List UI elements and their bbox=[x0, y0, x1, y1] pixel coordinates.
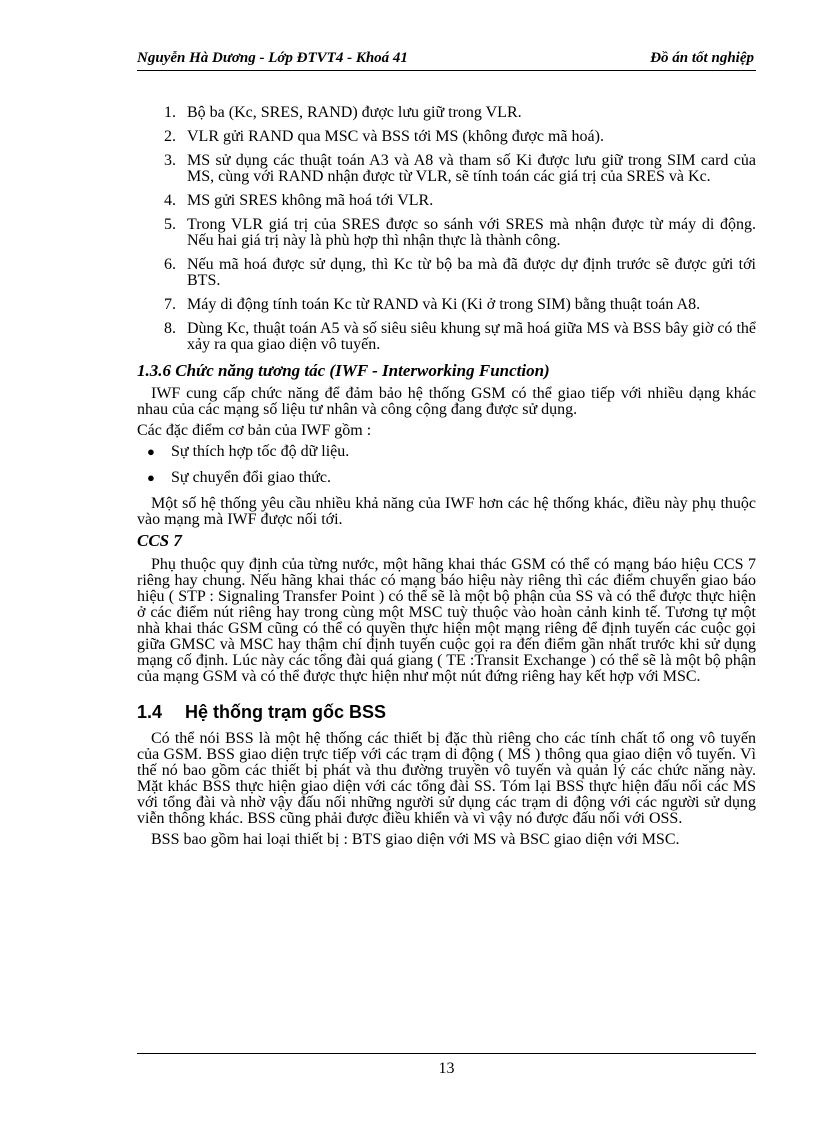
header-title: Đồ án tốt nghiệp bbox=[650, 50, 754, 66]
list-item: 7. Máy di động tính toán Kc từ RAND và Ki (Ki ở trong SIM) bằng thuật toán A8. bbox=[164, 296, 701, 313]
list-item: 4. MS gửi SRES không mã hoá tới VLR. bbox=[164, 192, 434, 209]
authentication-steps bbox=[137, 105, 756, 353]
bullet-icon: ● bbox=[147, 470, 155, 485]
section-title: Hệ thống trạm gốc BSS bbox=[185, 702, 387, 722]
list-item: 3. MS sử dụng các thuật toán A3 và A8 và tham số Ki được lưu giữ trong SIM card của MS, cùng với RAND nhận được từ VLR, sẽ tính toán các giá trị của SRES và Kc. bbox=[164, 152, 756, 185]
iwf-heading: 1.3.6 Chức năng tương tác (IWF - Interworking Function) bbox=[137, 361, 550, 380]
iwf-paragraph: IWF cung cấp chức năng để đảm bảo hệ thống GSM có thể giao tiếp với nhiều dạng khác nhau của các mạng số liệu tư nhân và công cộng đang được sử dụng. bbox=[137, 385, 756, 418]
bullet-icon: ● bbox=[147, 444, 155, 459]
ccs7-paragraph: Phụ thuộc quy định của từng nước, một hãng khai thác GSM có thể có mạng báo hiệu CCS 7 riêng hay chung. Nếu hãng khai thác có mạng báo hiệu này riêng thì các điểm chuyển giao báo hiệu ( STP : Signaling Transfer Point ) có thể sẽ là một bộ phận của SS và có thể được thực hiện ở các điểm nút riêng hay trong cùng một MSC tuỳ thuộc vào hoàn cảnh kinh tế. Tương tự một nhà khai thác GSM cũng có thể có quyền thực hiện một mạng riêng để định tuyến các cuộc gọi giữa GMSC và MSC hay thậm chí định tuyến cuộc gọi ra đến điểm gần nhất trước khi sử dụng mạng cố định. Lúc này các tổng đài quá giang ( TE :Transit Exchange ) có thể sẽ là một bộ phận của mạng GSM và có thể được thực hiện như một nút đứng riêng hay kết hợp với MSC. bbox=[137, 556, 756, 685]
list-item: 1. Bộ ba (Kc, SRES, RAND) được lưu giữ trong VLR. bbox=[164, 104, 522, 121]
header-author: Nguyễn Hà Dương - Lớp ĐTVT4 - Khoá 41 bbox=[137, 50, 408, 66]
iwf-features-intro: Các đặc điểm cơ bản của IWF gồm : bbox=[137, 422, 372, 439]
page-header bbox=[137, 48, 756, 71]
iwf-paragraph-2: Một số hệ thống yêu cầu nhiều khả năng của IWF hơn các hệ thống khác, điều này phụ thuộc vào mạng mà IWF được nối tới. bbox=[137, 495, 756, 528]
bss-paragraph-2: BSS bao gồm hai loại thiết bị : BTS giao diện với MS và BSC giao diện với MSC. bbox=[151, 831, 680, 848]
list-item: 6. Nếu mã hoá được sử dụng, thì Kc từ bộ ba mà đã được dự định trước sẽ được gửi tới BTS. bbox=[164, 256, 756, 289]
bss-paragraph: Có thể nói BSS là một hệ thống các thiết bị đặc thù riêng cho các tính chất tổ ong vô tuyến của GSM. BSS giao diện trực tiếp với các trạm di động ( MS ) thông qua giao diện vô tuyến. Vì thế nó bao gồm các thiết bị phát và thu đường truyền vô tuyến và quản lý các chức năng này. Mặt khác BSS thực hiện giao diện với các tổng đài SS. Tóm lại BSS thực hiện đấu nối các MS với tổng đài và nhờ vậy đấu nối những người sử dụng các trạm di động với các người sử dụng viễn thông khác. BSS cũng phải được điều khiển và vì vậy nó được đấu nối với OSS. bbox=[137, 730, 756, 827]
list-item: ● Sự thích hợp tốc độ dữ liệu. bbox=[147, 443, 350, 460]
list-item: 5. Trong VLR giá trị của SRES được so sánh với SRES mà nhận được từ máy di động. Nếu hai giá trị này là phù hợp thì nhận thực là thành công. bbox=[164, 216, 756, 249]
list-item: 2. VLR gửi RAND qua MSC và BSS tới MS (không được mã hoá). bbox=[164, 128, 604, 145]
page-number: 13 bbox=[438, 1060, 455, 1077]
page-content bbox=[137, 105, 756, 853]
section-number: 1.4 bbox=[137, 702, 163, 722]
list-item: ● Sự chuyển đổi giao thức. bbox=[147, 469, 331, 486]
iwf-features-list bbox=[137, 444, 756, 486]
section-heading bbox=[137, 701, 756, 723]
ccs7-heading: CCS 7 bbox=[137, 531, 182, 550]
footer-divider bbox=[137, 1053, 756, 1054]
list-item: 8. Dùng Kc, thuật toán A5 và số siêu siêu khung sự mã hoá giữa MS và BSS bây giờ có thể xảy ra qua giao diện vô tuyến. bbox=[164, 320, 756, 353]
